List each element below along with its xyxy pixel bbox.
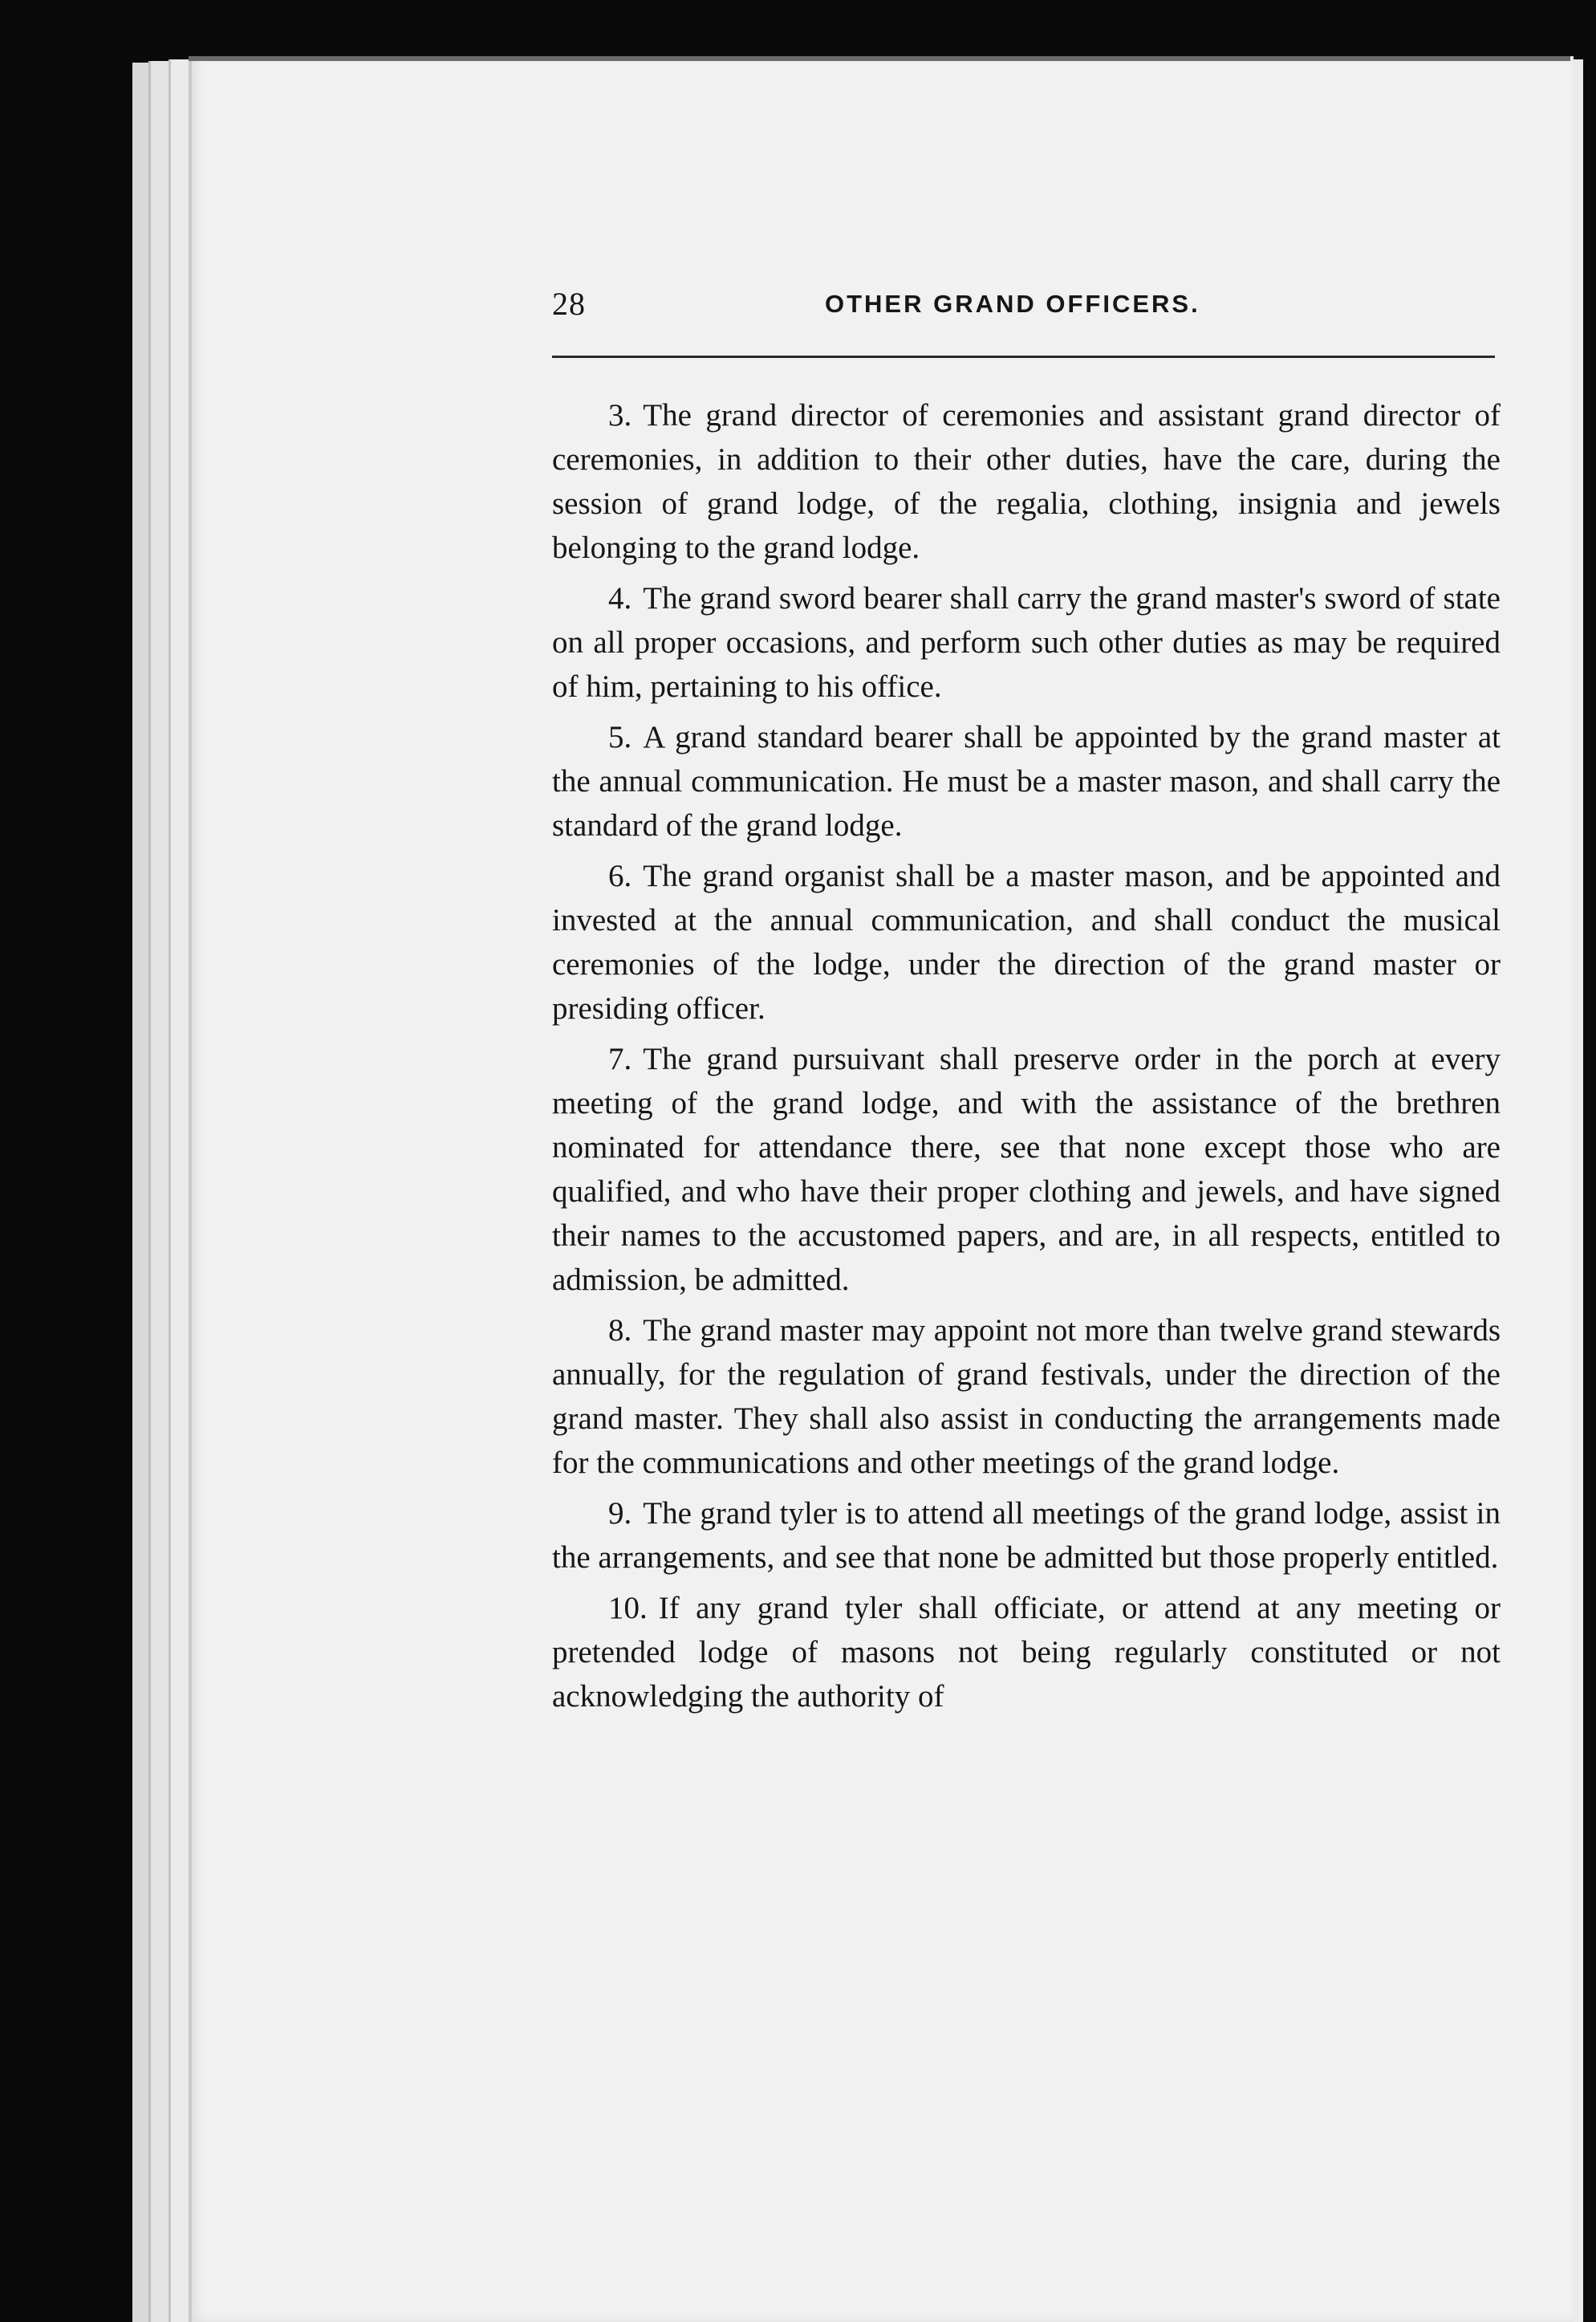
paragraph [552, 1308, 1501, 1485]
running-head: OTHER GRAND OFFICERS. [825, 290, 1200, 318]
paragraph-number: 6. [608, 859, 632, 893]
paragraph-number: 8. [608, 1313, 632, 1348]
paragraph [552, 715, 1501, 848]
paragraph-text: The grand tyler is to attend all meetings of the grand lodge, assist in the arrangements, and see that none be admitted but those properly entitled. [552, 1496, 1501, 1575]
page-content [552, 285, 1501, 1725]
paragraph [552, 1491, 1501, 1580]
page-number: 28 [552, 286, 586, 322]
page-top-edge [189, 56, 1570, 61]
paragraph-text: The grand master may appoint not more than twelve grand stewards annually, for the regulation of grand festivals, under the direction of the grand master. They shall also assist in conducting the arrangements made for the communications and other meetings of the grand lodge. [552, 1313, 1501, 1480]
header-rule [552, 356, 1495, 358]
paragraph [552, 1037, 1501, 1302]
paragraph [552, 1586, 1501, 1718]
paragraph-number: 4. [608, 581, 632, 616]
paragraph-number: 5. [608, 720, 632, 754]
paragraph-number: 9. [608, 1496, 632, 1531]
paragraph-text: The grand pursuivant shall preserve order in the porch at every meeting of the grand lodge, and with the assistance of the brethren nominated for attendance there, see that none except those who are qualified, and who have their proper clothing and jewels, and have signed their names to the accustomed papers, and are, in all respects, entitled to admission, be admitted. [552, 1042, 1501, 1297]
paragraph-number: 7. [608, 1042, 632, 1076]
paragraph-text: The grand director of ceremonies and assistant grand director of ceremonies, in addition to their other duties, have the care, during the session of grand lodge, of the regalia, clothing, insignia and jewels belonging to the grand lodge. [552, 398, 1501, 565]
paragraph-text: If any grand tyler shall officiate, or attend at any meeting or pretended lodge of masons not being regularly constituted or not acknowledging the authority of [552, 1591, 1501, 1714]
paragraph-text: A grand standard bearer shall be appointed by the grand master at the annual communication. He must be a master mason, and shall carry the standard of the grand lodge. [552, 720, 1501, 843]
paragraph-number: 3. [608, 398, 632, 433]
paragraph [552, 576, 1501, 709]
body-text [552, 393, 1501, 1718]
paragraph [552, 854, 1501, 1031]
paragraph [552, 393, 1501, 570]
paragraph-text: The grand sword bearer shall carry the grand master's sword of state on all proper occasions, and perform such other duties as may be required of him, pertaining to his office. [552, 581, 1501, 704]
paragraph-number: 10. [608, 1591, 648, 1625]
page-header [552, 285, 1501, 325]
paragraph-text: The grand organist shall be a master mason, and be appointed and invested at the annual communication, and shall conduct the musical ceremonies of the lodge, under the direction of the grand master or presiding officer. [552, 859, 1501, 1026]
